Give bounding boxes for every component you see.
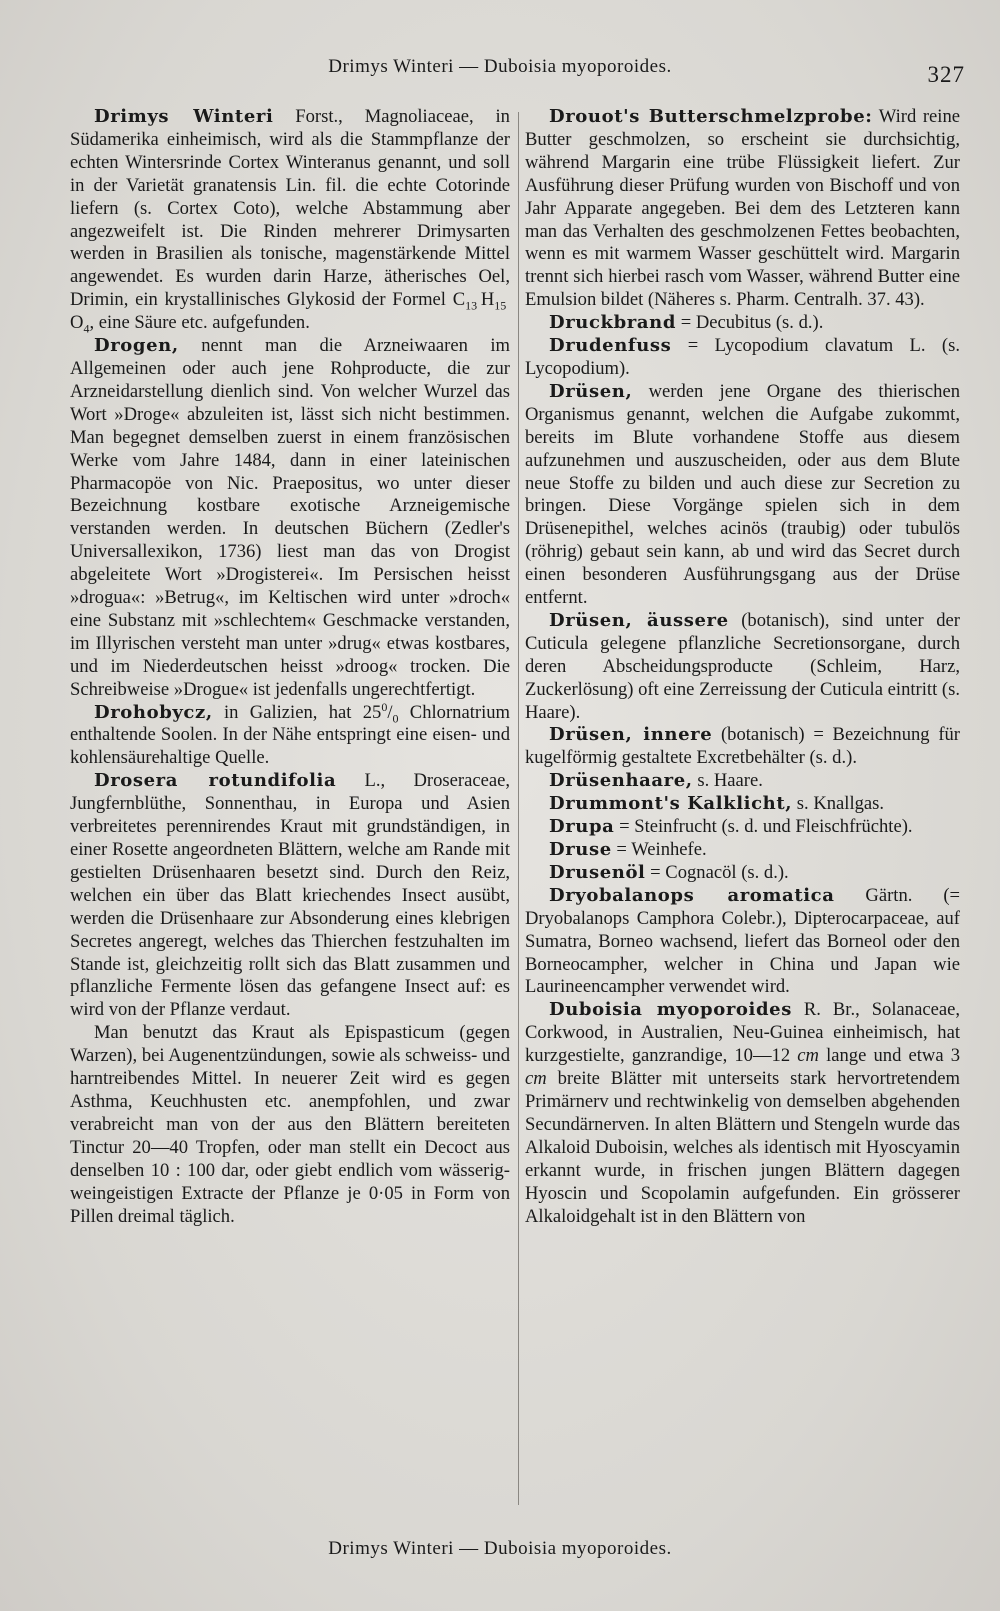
entry-text: = Decubitus (s. d.). [680,312,824,334]
column-divider [518,112,519,1505]
entry-keyword: Drimys Winteri [94,106,274,127]
entry-drohobycz: Drohobycz, in Galizien, hat $25^0/_0$ Chlornatrium enthaltende Soolen. In der Nähe entspringt eine eisen- und kohlensäurehaltige Quelle. [70,699,510,769]
entry-text-end: , eine Säure etc. aufgefunden. [89,312,310,334]
entry-text: (botanisch) = Bezeichnung für kugelförmig gestaltete Excretbehälter (s. d.). [525,724,961,769]
entry-text: = Weinhefe. [616,839,707,860]
entry-text: R. Br., Solanaceae, Corkwood, in Australien, Neu-Guinea einheimisch, hat kurzgestielte, ganzrandige, 10—12 [525,999,960,1067]
entry-druckbrand [525,312,960,335]
right-column [525,106,960,1228]
entry-druesenhaare [525,770,960,793]
entry-keyword: Druse [549,839,612,860]
entry-drosera-continued [70,1022,510,1228]
entry-text: s. Haare. [697,770,763,792]
page-footer: Drimys Winteri — Duboisia myoporoides. [328,1538,672,1559]
page-number: 327 [927,62,965,87]
entry-dryobalanops [525,885,960,1000]
entry-text: = Lycopodium clavatum L. (s. Lycopodium). [525,335,960,379]
entry-text: Wird reine Butter geschmolzen, so erscheint sie durchsichtig, während Margarin eine trübe Flüssigkeit liefert. Zur Ausführung dieser Prüfung wurden von Bischoff und von Jahr Apparate angegeben. Bei dem des Letzteren kann man das Verhalten des geschmolzenen Fettes beobachten, wenn es mit warmem Wasser geschüttelt wird. Margarin trennt sich hierbei rasch vom Wasser, während Butter eine Emulsion bildet (Näheres s. Pharm. Centralh. 37. 43). [525,106,961,311]
entry-keyword: Drosera rotundifolia [94,770,337,792]
entry-drouot [525,106,960,312]
entry-drogen [70,335,510,702]
entry-keyword: Drüsen, äussere [549,609,729,631]
entry-text-end: Chlornatrium enthaltende Soolen. In der Nähe entspringt eine eisen- und kohlensäurehaltige Quelle. [70,701,510,769]
entry-keyword: Drudenfuss [549,335,672,357]
entry-duboisia [525,999,960,1228]
entry-keyword: Drüsen, [549,380,633,402]
entry-keyword: Drupa [549,816,615,838]
entry-keyword: Drüsen, innere [549,724,713,746]
entry-drusenoel [525,862,960,885]
entry-text: = Cognacöl (s. d.). [650,861,789,883]
entry-drimys [70,106,510,335]
entry-druesen-aeussere [525,610,960,725]
entry-keyword: Dryobalanops aromatica [549,884,835,906]
entry-keyword: Druckbrand [549,312,677,334]
running-head: Drimys Winteri — Duboisia myoporoides. [328,56,672,77]
entry-text: nennt man die Arzneiwaaren im Allgemeinen oder auch jene Rohproducte, die zur Arzneidarstellung dienlich sind. Von welcher Wurzel das Wort »Droge« abzuleiten ist, lässt sich nicht bestimmen. Man begegnet demselben zuerst in einem französischen Werke vom Jahre 1484, dann in einer lateinischen Pharmacopöe von Nic. Praepositus, wo unter dieser Bezeichnung kostbare exotische Arzneigemische verstanden werden. In deutschen Büchern (Zedler's Universallexikon, 1736) liest man das von Drogist abgeleitete Wort »Drogisterei«. Im Persischen heisst »drogua«: »Betrug«, im Keltischen wird unter »droch« eine Substanz mit »schlechtem« Geschmacke verstanden, im Illyrischen versteht man unter »drug« etwas kostbares, und im Niederdeutschen heisst »droog« trocken. Die Schreibweise »Drogue« ist jedenfalls ungerechtfertigt. [70,335,510,700]
entry-text: Forst., Magnoliaceae, in Südamerika einheimisch, wird als die Stammpflanze der echten Wintersrinde Cortex Winteranus genannt, und soll in der Varietät granatensis Lin. fil. die echte Cotorinde liefern (s. Cortex Coto), welche Abstammung aber angezweifelt ist. Die Rinden mehrerer Drimysarten werden in Brasilien als tonische, magenstärkende Mittel angewendet. Es wurden darin Harze, ätherisches Oel, Drimin, ein krystallinisches Glykosid der Formel [70,106,510,311]
entry-drudenfuss [525,335,960,381]
entry-druesen-innere [525,724,960,770]
entry-keyword: Drouot's Butterschmelzprobe: [549,106,873,127]
entry-text: breite Blätter mit unterseits stark hervortretendem Primärnerv und rechtwinkelig von demselben abgehenden Secundärnerven. In alten Blättern und Stengeln wurde das Alkaloid Duboisin, welches als identisch mit Hyoscyamin erkannt wurde, in frischen jungen Blättern dagegen Hyoscin und Scopolamin aufgefunden. Ein grösserer Alkaloidgehalt ist in den Blättern von [525,1068,960,1227]
entry-druesen [525,381,960,610]
unit-cm: cm [525,1068,547,1090]
entry-text: Man benutzt das Kraut als Epispasticum (gegen Warzen), bei Augenentzündungen, sowie als schweiss- und harntreibendes Mittel. In neuerer Zeit wird es gegen Asthma, Keuchhusten etc. anempfohlen, und zwar verabreicht man von der aus den Blättern bereiteten Tinctur 20—40 Tropfen, oder man stellt ein Decoct aus denselben 10 : 100 dar, oder giebt endlich vom wässerig-weingeistigen Extracte der Pflanze je 0·05 in Form von Pillen dreimal täglich. [70,1022,510,1227]
unit-cm: cm [797,1045,819,1067]
entry-text: werden jene Organe des thierischen Organismus genannt, welchen die Aufgabe zukommt, bereits im Blute vorhandene Stoffe aus diesem aufzunehmen und auszuscheiden, oder aus dem Blute neue Stoffe zu bilden und auch diese zur Secretion zu bringen. Diese Vorgänge spielen sich in dem Drüsenepithel, welches acinös (traubig) oder tubulös (röhrig) gebaut sein kann, ab und wird das Secret durch einen besonderen Ausführungsgang aus der Drüse entfernt. [525,380,960,609]
entry-keyword: Drummont's Kalklicht, [549,793,793,815]
entry-druse [525,839,960,862]
entry-text: = Steinfrucht (s. d. und Fleischfrüchte). [619,816,913,838]
entry-keyword: Drusenöl [549,861,646,883]
entry-text: (botanisch), sind unter der Cuticula gelegene pflanzliche Secretionsorgane, durch deren Abscheidungsproducte (Schleim, Harz, Zuckerlösung) oft eine Zerreissung der Cuticula eintritt (s. Haare). [525,609,960,723]
formula: $C_{13}$ $H_{15}$ $O_4$ [70,289,507,336]
entry-keyword: Drogen, [94,335,179,357]
entry-text: s. Knallgas. [796,793,885,815]
left-column [70,106,510,1228]
entry-text: Gärtn. (= Dryobalanops Camphora Colebr.), Dipterocarpaceae, auf Sumatra, Borneo wachsend, liefert das Borneol oder den Borneocampher, welcher in China und Japan wie Laurineencampher verwendet wird. [525,884,960,998]
entry-text: lange und etwa 3 [826,1045,960,1067]
entry-keyword: Drüsenhaare, [549,770,693,792]
entry-keyword: Duboisia myoporoides [549,999,792,1021]
entry-drosera [70,770,510,1022]
entry-text: in Galizien, hat 25 [224,701,382,723]
entry-drupa [525,816,960,839]
entry-text: L., Droseraceae, Jungfernblüthe, Sonnenthau, in Europa und Asien verbreitetes perennirendes Kraut mit grundständigen, in einer Rosette angeordneten Blättern, welche am Rande mit gestielten Drüsenhaaren besetzt sind. Durch den Reiz, welchen ein über das Blatt kriechendes Insect ausübt, werden die Drüsenhaare zur Absonderung eines klebrigen Secretes angeregt, welches das Thierchen festzuhalten im Stande ist, gleichzeitig rollt sich das Blatt zusammen und pflanzliche Fermente lösen das gefangene Insect auf: es wird von der Pflanze verdaut. [70,770,510,1021]
entry-keyword: Drohobycz, [94,701,213,723]
entry-drummont [525,793,960,816]
